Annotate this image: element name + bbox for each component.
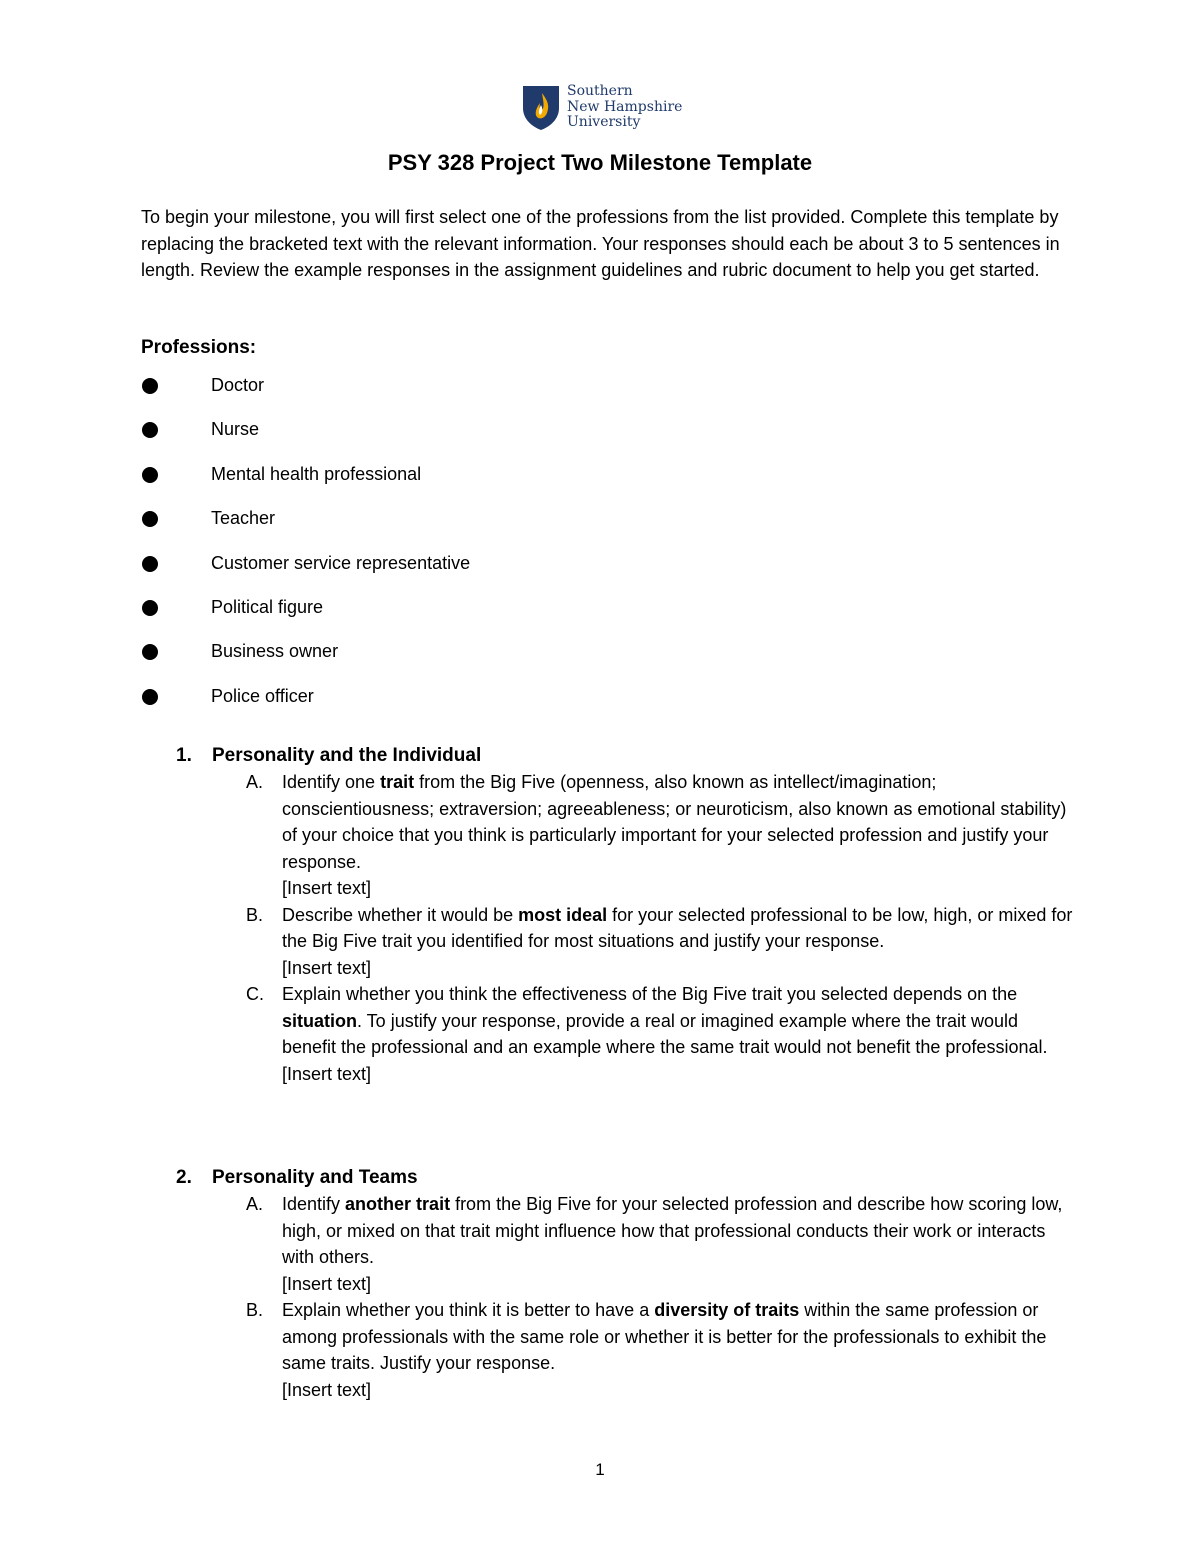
profession-label: Doctor: [211, 375, 265, 395]
prompt-item: [176, 1191, 1076, 1297]
profession-label: Business owner: [211, 641, 339, 662]
university-logo: [521, 84, 691, 134]
professions-heading: Professions:: [141, 337, 257, 358]
insert-text-placeholder[interactable]: [Insert text]: [282, 1063, 372, 1084]
section-number: 2.: [176, 1167, 192, 1188]
profession-label: Mental health professional: [211, 463, 422, 484]
prompt-text: Identify another trait from the Big Five for your selected profession and describe how scoring low, high, or mixed on that trait might influence how that professional conducts their work or interacts with others.: [282, 1194, 1063, 1267]
profession-item: [141, 505, 841, 549]
prompt-letter: A.: [246, 772, 264, 792]
prompt-letter: B.: [246, 904, 264, 925]
logo-line-3: University: [567, 114, 641, 130]
prompt-text: Explain whether you think the effectiveness of the Big Five trait you selected depends on the situation. To justify your response, provide a real or imagined example where the trait would benefit the professional and an example where the same trait would not benefit the professional.: [282, 984, 1048, 1057]
shield-flame-icon: [521, 84, 561, 132]
profession-item: [141, 461, 841, 505]
prompt-text: Identify one trait from the Big Five (openness, also known as intellect/imagination; conscientiousness; extraversion; agreeableness; or neuroticism, also known as emotional stability) of your choice that you think is particularly important for your selected profession and justify your response.: [282, 772, 1067, 872]
page-title: PSY 328 Project Two Milestone Template: [387, 150, 813, 175]
prompt-letter: C.: [246, 984, 264, 1004]
profession-label: Political figure: [211, 596, 324, 617]
insert-text-placeholder[interactable]: [Insert text]: [282, 957, 372, 978]
profession-item: [141, 416, 841, 460]
prompt-item: [176, 981, 1076, 1087]
section-title: Personality and Teams: [212, 1167, 418, 1188]
bullet-icon: [142, 600, 158, 616]
profession-item: [141, 594, 841, 638]
prompt-text: Describe whether it would be most ideal for your selected professional to be low, high, or mixed for the Big Five trait you identified for most situations and justify your response.: [282, 904, 1073, 951]
profession-label: Nurse: [211, 419, 260, 440]
profession-label: Police officer: [211, 685, 314, 706]
bullet-icon: [142, 467, 158, 483]
bullet-icon: [142, 422, 158, 438]
section-heading: [176, 1164, 1076, 1191]
section-heading: [176, 742, 1076, 769]
insert-text-placeholder[interactable]: [Insert text]: [282, 1379, 372, 1400]
bullet-icon: [142, 556, 158, 572]
prompt-keyword: diversity of traits: [654, 1300, 800, 1320]
profession-label: Customer service representative: [211, 552, 471, 573]
profession-label: Teacher: [211, 508, 276, 529]
intro-paragraph: To begin your milestone, you will first select one of the professions from the list provided. Complete this template by replacing the bracketed text with the relevant information. Your responses should each be about 3 to 5 sentences in length. Review the example responses in the assignment guidelines and rubric document to help you get started.: [141, 207, 1060, 280]
logo-wordmark: [567, 84, 682, 131]
logo-line-1: Southern: [567, 83, 633, 99]
logo-line-2: New Hampshire: [567, 98, 683, 115]
section-title: Personality and the Individual: [212, 745, 482, 766]
page-number: 1: [595, 1460, 605, 1479]
bullet-icon: [142, 644, 158, 660]
profession-item: [141, 550, 841, 594]
professions-list: [141, 372, 841, 727]
bullet-icon: [142, 689, 158, 705]
profession-item: [141, 372, 841, 416]
prompt-keyword: another trait: [345, 1194, 451, 1214]
prompt-keyword: most ideal: [518, 904, 608, 925]
prompt-letter: A.: [246, 1194, 264, 1214]
insert-text-placeholder[interactable]: [Insert text]: [282, 1273, 372, 1294]
bullet-icon: [142, 378, 158, 394]
prompt-item: [176, 902, 1076, 982]
section-personality-individual: [176, 742, 1076, 1087]
prompt-keyword: trait: [380, 772, 415, 792]
prompt-letter: B.: [246, 1300, 264, 1320]
section-personality-teams: [176, 1164, 1076, 1403]
section-number: 1.: [176, 745, 192, 766]
prompt-item: [176, 1297, 1076, 1403]
prompt-keyword: situation: [282, 1010, 357, 1031]
insert-text-placeholder[interactable]: [Insert text]: [282, 878, 372, 898]
prompt-text: Explain whether you think it is better to have a diversity of traits within the same profession or among professionals with the same role or whether it is better for the professionals to exhibit the same traits. Justify your response.: [282, 1300, 1047, 1373]
profession-item: [141, 683, 841, 727]
profession-item: [141, 638, 841, 682]
prompt-item: [176, 769, 1076, 902]
bullet-icon: [142, 511, 158, 527]
